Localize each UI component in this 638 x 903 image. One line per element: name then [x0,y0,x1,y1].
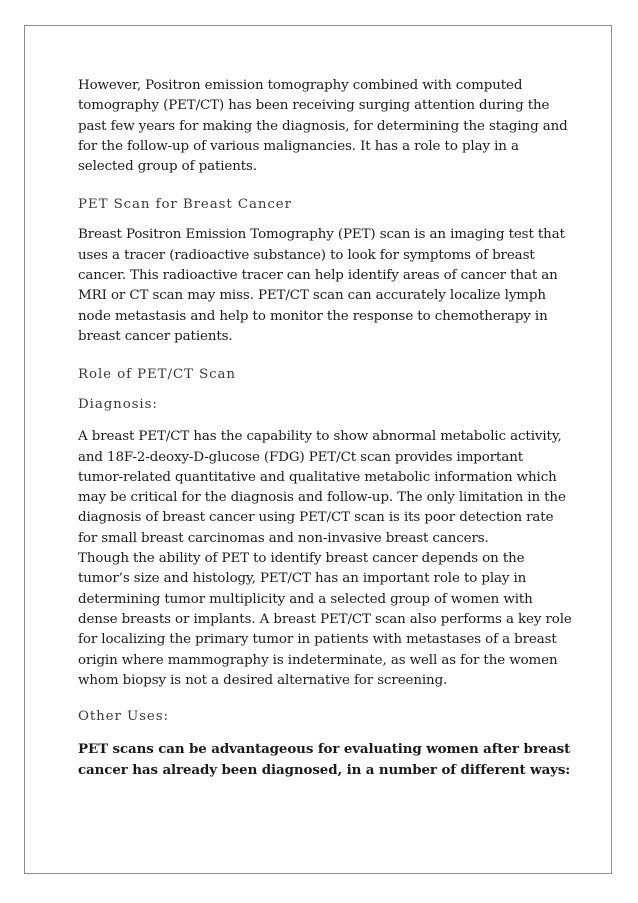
diagnosis-subheading: Diagnosis: [78,397,158,413]
breast-cancer-paragraph: Breast Positron Emission Tomography (PET) scan is an imaging test that uses a tracer (radioactive substance) to look for symptoms of breast cancer. This radioactive tracer can help identify areas of cancer that an MRI or CT scan may miss. PET/CT scan can accurately localize lymph node metastasis and help to monitor the response to chemotherapy in breast cancer patients. [78,227,565,344]
other-uses-bold-paragraph: PET scans can be advantageous for evaluating women after breast cancer has already been diagnosed, in a number of different ways: [78,741,571,779]
other-uses-heading: Other Uses: [78,709,169,725]
breast-cancer-heading: PET Scan for Breast Cancer [78,197,292,213]
diagnosis-paragraph-1: A breast PET/CT has the capability to show abnormal metabolic activity, and 18F-2-deoxy-D-glucose (FDG) PET/Ct scan provides important tumor-related quantitative and qualitative metabolic information which may be critical for the diagnosis and follow-up. The only limitation in the diagnosis of breast cancer using PET/CT scan is its poor detection rate for small breast carcinomas and non-invasive breast cancers. [78,429,566,546]
document-content [78,76,572,781]
diagnosis-paragraph-2: Though the ability of PET to identify breast cancer depends on the tumor’s size and histology, PET/CT has an important role to play in determining tumor multiplicity and a selected group of women with dense breasts or implants. A breast PET/CT scan also performs a key role for localizing the primary tumor in patients with metastases of a breast origin where mammography is indeterminate, as well as for the women whom biopsy is not a desired alternative for screening. [78,551,572,688]
intro-paragraph: However, Positron emission tomography combined with computed tomography (PET/CT) has been receiving surging attention during the past few years for making the diagnosis, for determining the staging and for the follow-up of various malignancies. It has a role to play in a selected group of patients. [78,78,568,175]
role-heading: Role of PET/CT Scan [78,367,236,383]
